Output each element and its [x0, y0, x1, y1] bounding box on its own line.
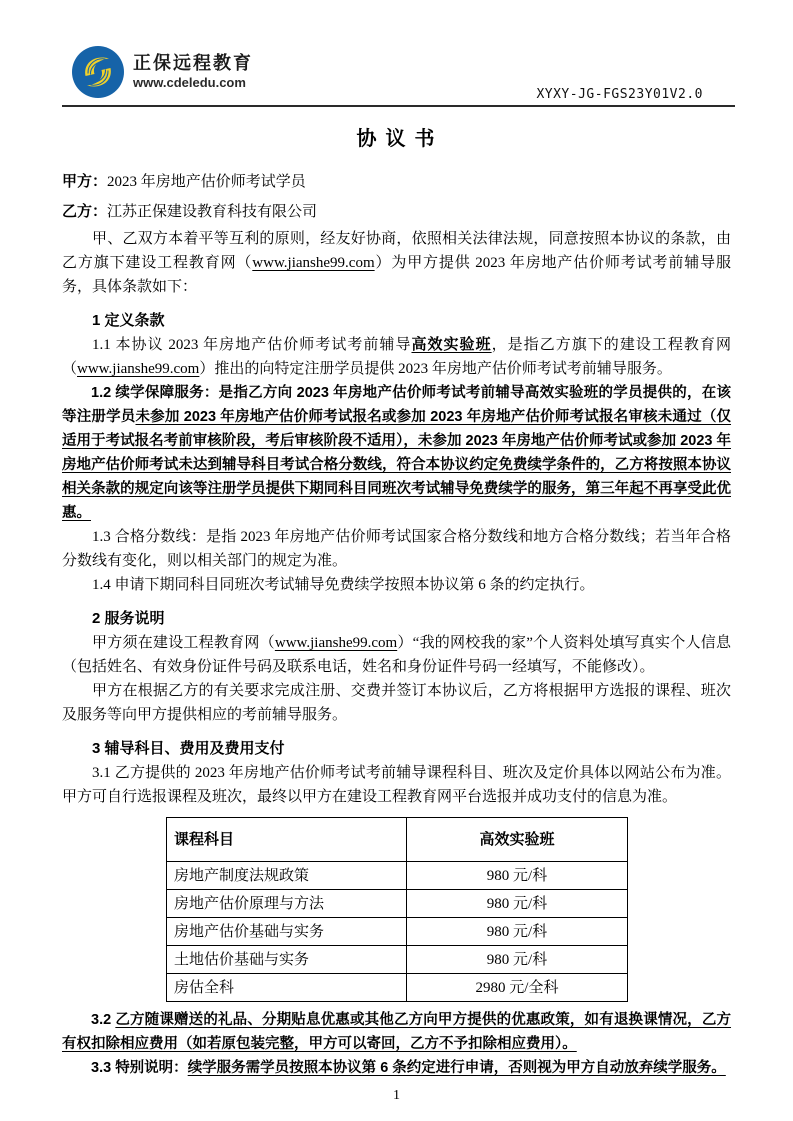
- service-paragraph-2: 甲方在根据乙方的有关要求完成注册、交费并签订本协议后，乙方将根据甲方选报的课程、班次及服务等向甲方提供相应的考前辅导服务。: [62, 683, 731, 723]
- parties-block: [62, 167, 731, 227]
- clause-1-1-text: 1.1 本协议 2023 年房地产估价师考试考前辅导: [92, 337, 412, 353]
- table-header-row: [167, 818, 628, 862]
- service-text: 甲方须在建设工程教育网（: [92, 635, 275, 651]
- clause-3-1: 3.1 乙方提供的 2023 年房地产估价师考试考前辅导课程科目、班次及定价具体以网站公布为准。甲方可自行选报课程及班次，最终以甲方在建设工程教育网平台选报并成功支付的信息为准。: [62, 765, 731, 805]
- price-cell: 2980 元/全科: [407, 974, 628, 1002]
- section-1-heading: 1 定义条款: [92, 312, 165, 329]
- website-link: www.jianshe99.com: [252, 255, 375, 271]
- price-cell: 980 元/科: [407, 946, 628, 974]
- clause-3-2: [62, 1008, 731, 1056]
- clause-3-3-underlined: 续学服务需学员按照本协议第 6 条约定进行申请，否则视为甲方自动放弃续学服务。: [187, 1060, 726, 1076]
- clause-1-4: 1.4 申请下期同科目同班次考试辅导免费续学按照本协议第 6 条的约定执行。: [92, 577, 595, 593]
- service-paragraph-1: [62, 631, 731, 679]
- course-name-cell: 房地产制度法规政策: [167, 862, 407, 890]
- brand-block: [72, 46, 253, 98]
- table-row: [167, 918, 628, 946]
- pricing-table: [166, 817, 628, 1002]
- brand-url: www.cdeledu.com: [133, 75, 246, 90]
- column-header-class: 高效实验班: [407, 818, 628, 862]
- clause-1-2: [62, 381, 731, 525]
- document-body: [62, 127, 731, 1108]
- page-title: 协 议 书: [356, 128, 437, 150]
- website-link: www.jianshe99.com: [274, 635, 398, 651]
- clause-1-1-text-3: ）推出的向特定注册学员提供 2023 年房地产估价师考试考前辅导服务。: [199, 361, 672, 377]
- brand-text: [133, 53, 253, 90]
- party-a-label: 甲方：: [62, 173, 108, 190]
- intro-paragraph: [62, 227, 731, 299]
- course-name-cell: 土地估价基础与实务: [167, 946, 407, 974]
- column-header-subject: 课程科目: [167, 818, 407, 862]
- class-name-emphasis: 高效实验班: [411, 337, 492, 353]
- pricing-table-body: [167, 862, 628, 1002]
- page-number: 1: [393, 1088, 400, 1103]
- clause-3-2-number: 3.2: [91, 1012, 116, 1028]
- clause-1-3: 1.3 合格分数线：是指 2023 年房地产估价师考试国家合格分数线和地方合格分数线；若当年合格分数线有变化，则以相关部门的规定为准。: [62, 529, 731, 569]
- section-2-heading: 2 服务说明: [92, 610, 165, 627]
- table-row: [167, 890, 628, 918]
- clause-3-3-label: 特别说明：: [115, 1060, 188, 1076]
- clause-3-3: [62, 1056, 731, 1080]
- party-a-row: [62, 167, 731, 197]
- brand-logo-icon: [72, 46, 124, 98]
- clause-1-1: [62, 333, 731, 381]
- party-b-label: 乙方：: [62, 203, 108, 220]
- price-cell: 980 元/科: [407, 890, 628, 918]
- table-row: [167, 862, 628, 890]
- website-link: www.jianshe99.com: [77, 361, 200, 377]
- intro-text-2: ）为甲方提供 2023 年房地产估价师考试考前辅导服务，具体条款如下：: [62, 255, 731, 295]
- intro-text: 甲、乙双方本着平等互利的原则，经友好协商，依照相关法律法规，同意按照本协议的条款，由乙方旗下建设工程教育网（: [62, 231, 731, 271]
- table-row: [167, 946, 628, 974]
- price-cell: 980 元/科: [407, 862, 628, 890]
- doc-code: XYXY-JG-FGS23Y01V2.0: [536, 87, 703, 102]
- clause-1-1-text-2: ，是指乙方旗下的建设工程教育网（: [62, 337, 731, 377]
- clause-3-3-number: 3.3: [91, 1060, 116, 1076]
- page-header: [62, 0, 735, 107]
- price-cell: 980 元/科: [407, 918, 628, 946]
- course-name-cell: 房估全科: [167, 974, 407, 1002]
- course-name-cell: 房地产估价基础与实务: [167, 918, 407, 946]
- clause-3-2-underlined: 乙方随课赠送的礼品、分期贴息优惠或其他乙方向甲方提供的优惠政策，如有退换课情况，乙方有权扣除相应费用（如若原包装完整，甲方可以寄回，乙方不予扣除相应费用）。: [62, 1012, 732, 1052]
- clause-1-2-underlined: 未参加 2023 年房地产估价师考试报名或参加 2023 年房地产估价师考试报名审核未通过（仅适用于考试报名考前审核阶段，考后审核阶段不适用），未参加 2023 年房地产估价师考试或参加 2023 年房地产估价师考试未达到辅导科目考试合格分数线，符合本协议约定免费续学条件的，乙方将按照本协议相关条款的规定向该等注册学员提供下期同科目同班次考试辅导免费续学的服务，第三年起不再享受此优惠。: [62, 409, 732, 521]
- party-b-row: [62, 197, 731, 227]
- table-row: [167, 974, 628, 1002]
- course-name-cell: 房地产估价原理与方法: [167, 890, 407, 918]
- section-3-heading: 3 辅导科目、费用及费用支付: [92, 740, 285, 757]
- party-a-value: 2023 年房地产估价师考试学员: [107, 174, 306, 190]
- brand-name: 正保远程教育: [133, 53, 253, 74]
- party-b-value: 江苏正保建设教育科技有限公司: [107, 204, 318, 220]
- service-text-2: ）“我的网校我的家”个人资料处填写真实个人信息（包括姓名、有效身份证件号码及联系电话，姓名和身份证件号码一经填写，不能修改）。: [62, 635, 731, 675]
- clause-1-2-lead: 1.2 续学保障服务：是指乙方向 2023 年房地产估价师考试考前辅导高效实验班的学员提供的，在该等注册学员: [62, 385, 731, 425]
